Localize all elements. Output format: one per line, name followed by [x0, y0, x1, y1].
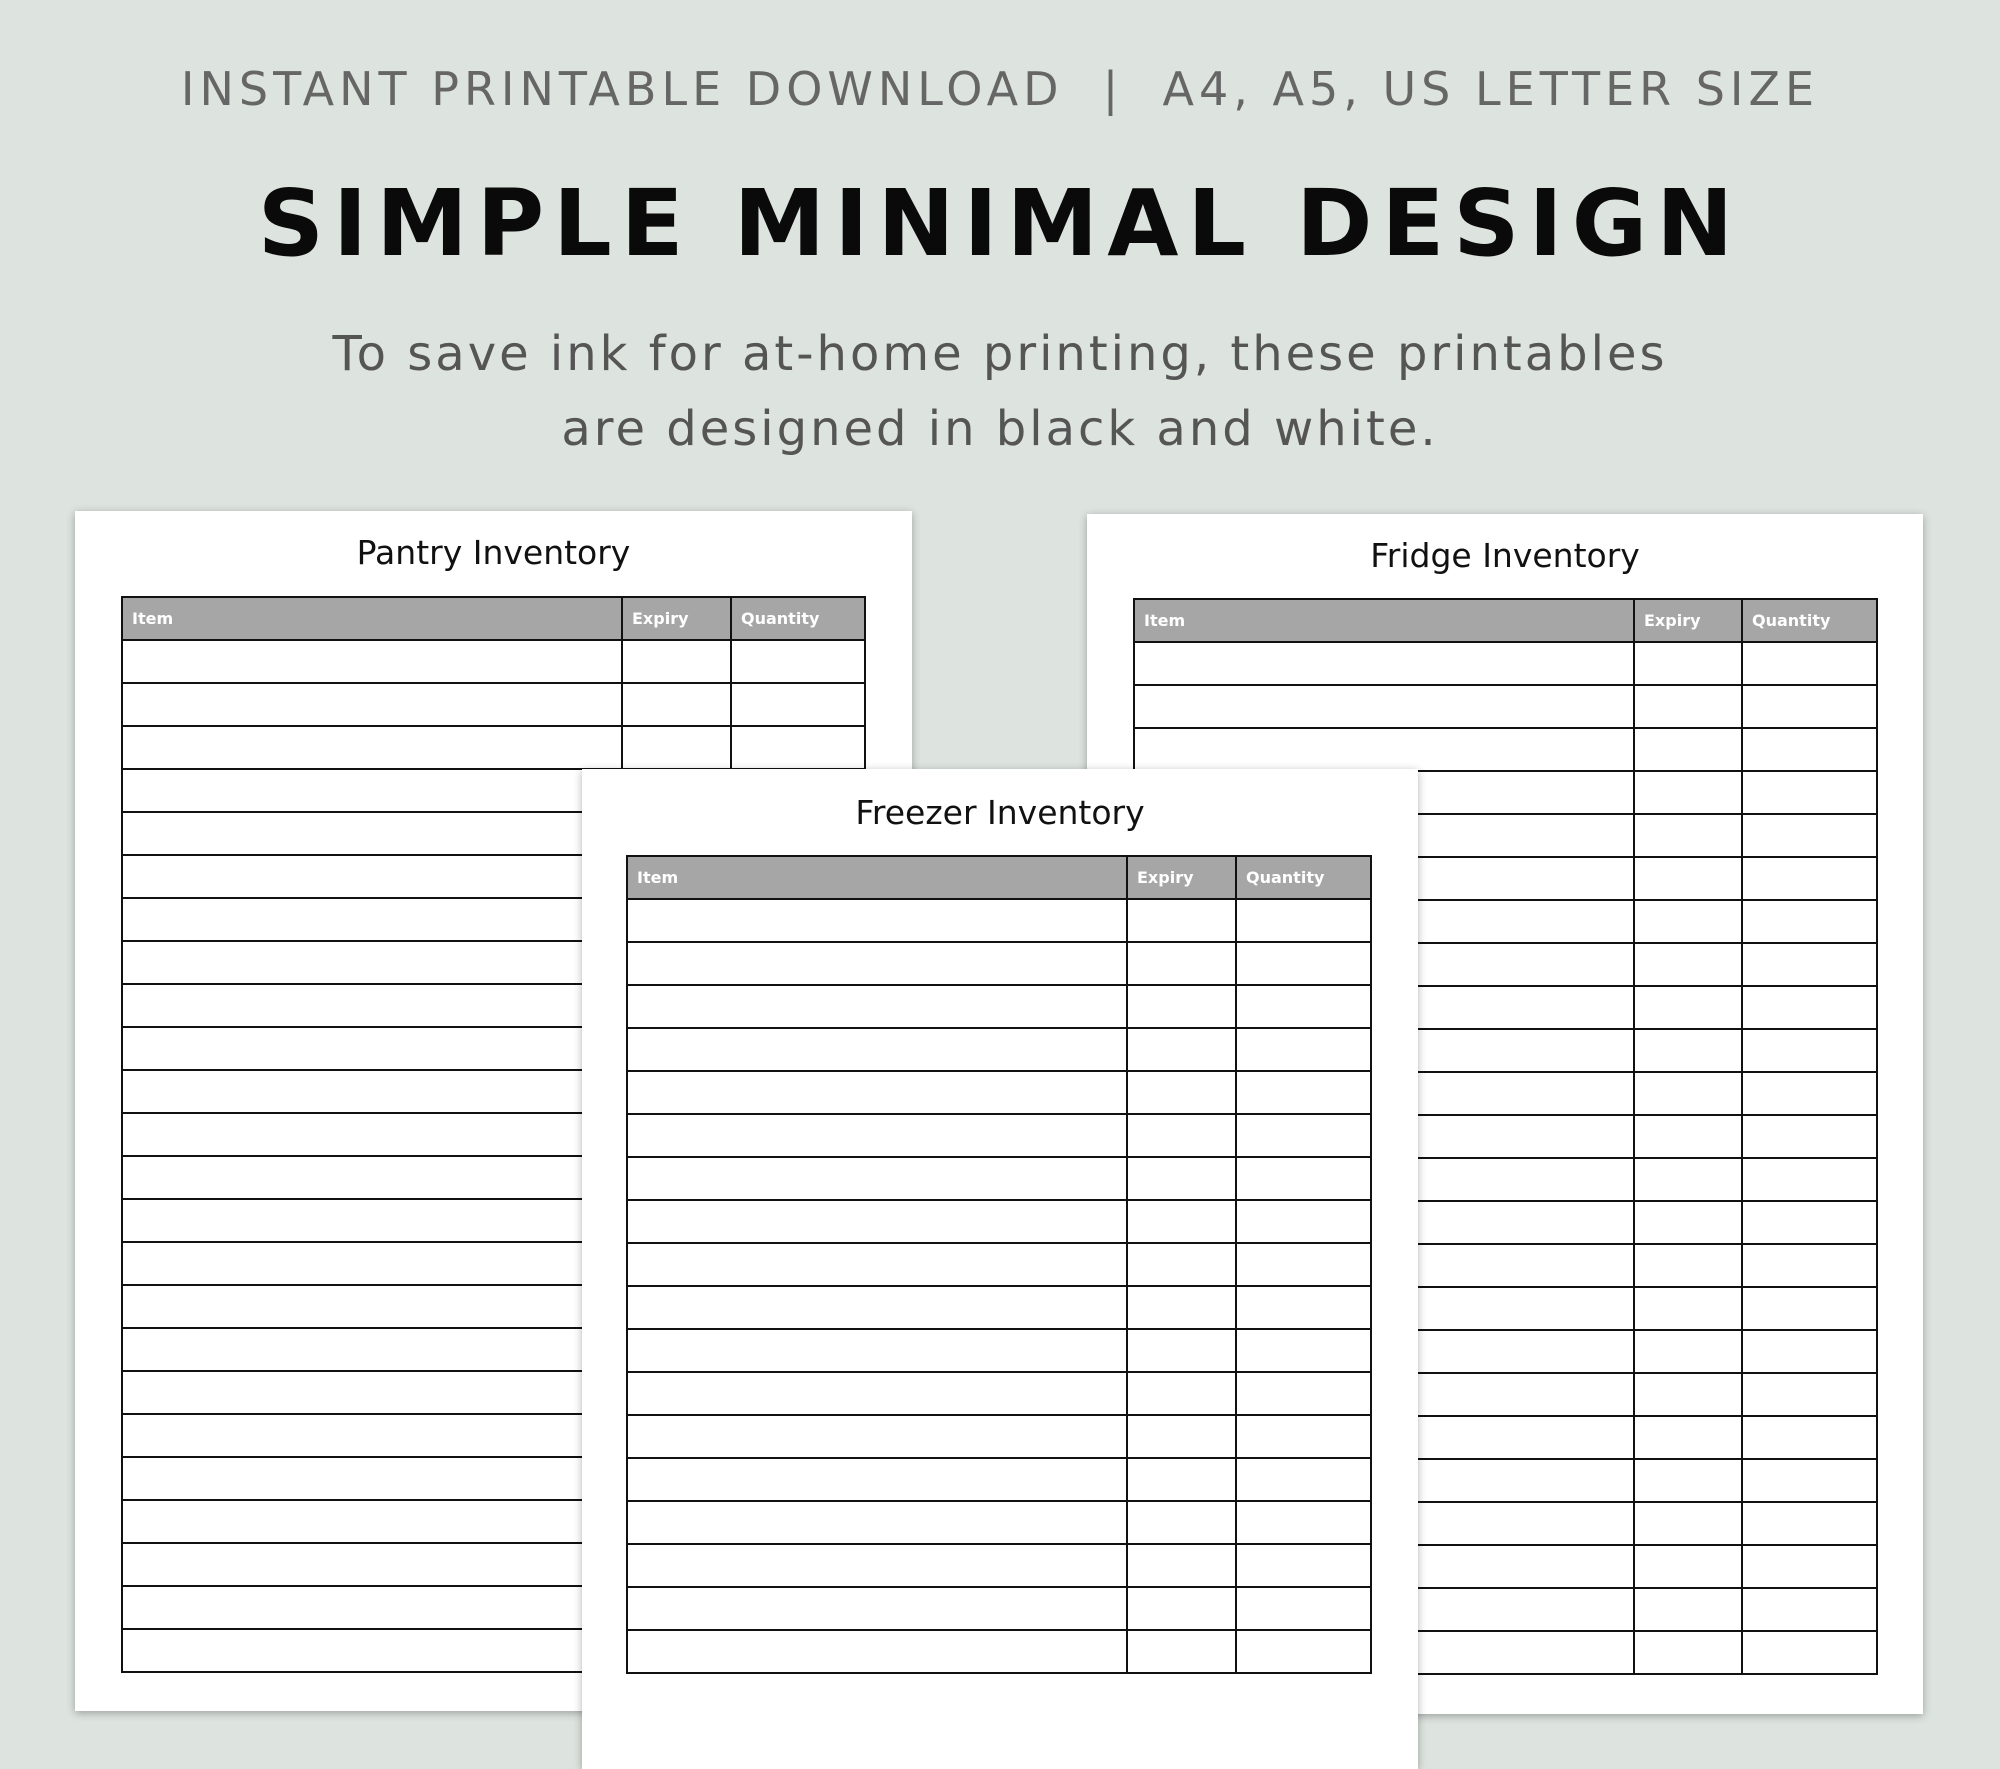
- freezer-page: [582, 769, 1418, 1769]
- table-row: [627, 1630, 1371, 1673]
- expiry-cell: [1127, 1071, 1236, 1114]
- item-cell: [627, 1157, 1127, 1200]
- item-cell: [122, 1242, 622, 1285]
- quantity-cell: [1742, 900, 1877, 943]
- quantity-cell: [1742, 1502, 1877, 1545]
- item-cell: [122, 1457, 622, 1500]
- expiry-cell: [1127, 1200, 1236, 1243]
- item-cell: [627, 1630, 1127, 1673]
- item-cell: [627, 1286, 1127, 1329]
- item-cell: [627, 1587, 1127, 1630]
- expiry-cell: [1127, 1458, 1236, 1501]
- expiry-cell: [1127, 1587, 1236, 1630]
- item-cell: [627, 1243, 1127, 1286]
- table-row: [627, 1071, 1371, 1114]
- item-cell: [627, 1458, 1127, 1501]
- quantity-cell: [1236, 899, 1371, 942]
- quantity-cell: [1742, 1072, 1877, 1115]
- quantity-cell: [1742, 986, 1877, 1029]
- expiry-cell: [1127, 1372, 1236, 1415]
- table-row: [627, 1415, 1371, 1458]
- item-cell: [122, 855, 622, 898]
- expiry-cell: [1634, 1459, 1742, 1502]
- expiry-cell: [1634, 1201, 1742, 1244]
- quantity-cell: [1236, 985, 1371, 1028]
- quantity-cell: [1742, 1287, 1877, 1330]
- table-row: [122, 683, 865, 726]
- expiry-cell: [1634, 814, 1742, 857]
- item-cell: [122, 1156, 622, 1199]
- table-row: [122, 726, 865, 769]
- table-row: [627, 1329, 1371, 1372]
- expiry-cell: [1127, 1544, 1236, 1587]
- item-cell: [122, 1027, 622, 1070]
- item-cell: [122, 812, 622, 855]
- expiry-cell: [1634, 1502, 1742, 1545]
- item-cell: [122, 683, 622, 726]
- column-header-quantity: Quantity: [731, 597, 865, 640]
- table-row: [1134, 685, 1877, 728]
- page-title: Pantry Inventory: [356, 533, 631, 572]
- table-row: [627, 1243, 1371, 1286]
- page-title: Fridge Inventory: [1370, 536, 1640, 575]
- expiry-cell: [1634, 1416, 1742, 1459]
- expiry-cell: [1127, 1114, 1236, 1157]
- item-cell: [122, 1199, 622, 1242]
- quantity-cell: [1236, 1501, 1371, 1544]
- quantity-cell: [1236, 1071, 1371, 1114]
- expiry-cell: [1127, 1329, 1236, 1372]
- expiry-cell: [1127, 1286, 1236, 1329]
- item-cell: [627, 1028, 1127, 1071]
- item-cell: [122, 1629, 622, 1672]
- quantity-cell: [1236, 1114, 1371, 1157]
- table-row: [122, 640, 865, 683]
- expiry-cell: [1127, 1028, 1236, 1071]
- quantity-cell: [1236, 1587, 1371, 1630]
- table-row: [627, 985, 1371, 1028]
- item-cell: [627, 942, 1127, 985]
- expiry-cell: [622, 726, 731, 769]
- quantity-cell: [1236, 1415, 1371, 1458]
- expiry-cell: [1127, 942, 1236, 985]
- expiry-cell: [1634, 1029, 1742, 1072]
- item-cell: [627, 1200, 1127, 1243]
- expiry-cell: [1634, 728, 1742, 771]
- item-cell: [122, 1371, 622, 1414]
- table-row: [627, 1286, 1371, 1329]
- item-cell: [122, 984, 622, 1027]
- item-cell: [627, 985, 1127, 1028]
- quantity-cell: [1742, 728, 1877, 771]
- column-header-quantity: Quantity: [1236, 856, 1371, 899]
- expiry-cell: [1634, 1373, 1742, 1416]
- expiry-cell: [1634, 1287, 1742, 1330]
- quantity-cell: [1742, 685, 1877, 728]
- quantity-cell: [1742, 1330, 1877, 1373]
- quantity-cell: [1236, 1372, 1371, 1415]
- quantity-cell: [731, 640, 865, 683]
- quantity-cell: [731, 726, 865, 769]
- quantity-cell: [1236, 1243, 1371, 1286]
- item-cell: [122, 1414, 622, 1457]
- item-cell: [627, 1329, 1127, 1372]
- headline: SIMPLE MINIMAL DESIGN: [257, 170, 1743, 277]
- quantity-cell: [1742, 1459, 1877, 1502]
- table-row: [1134, 642, 1877, 685]
- item-cell: [627, 1071, 1127, 1114]
- quantity-cell: [1742, 1373, 1877, 1416]
- table-row: [627, 1587, 1371, 1630]
- column-header-item: Item: [627, 856, 1127, 899]
- quantity-cell: [1742, 857, 1877, 900]
- quantity-cell: [1742, 1244, 1877, 1287]
- column-header-item: Item: [1134, 599, 1634, 642]
- item-cell: [627, 1372, 1127, 1415]
- table-row: [627, 1157, 1371, 1200]
- item-cell: [1134, 642, 1634, 685]
- format-banner: INSTANT PRINTABLE DOWNLOAD | A4, A5, US LETTER SIZE: [180, 62, 1820, 116]
- quantity-cell: [731, 683, 865, 726]
- quantity-cell: [1742, 1416, 1877, 1459]
- item-cell: [627, 1501, 1127, 1544]
- item-cell: [122, 1285, 622, 1328]
- page-title: Freezer Inventory: [855, 793, 1145, 832]
- quantity-cell: [1742, 1029, 1877, 1072]
- quantity-cell: [1742, 1588, 1877, 1631]
- table-row: [627, 1114, 1371, 1157]
- table-row: [627, 1372, 1371, 1415]
- item-cell: [122, 1586, 622, 1629]
- expiry-cell: [1634, 1244, 1742, 1287]
- expiry-cell: [1127, 1157, 1236, 1200]
- column-header-expiry: Expiry: [1634, 599, 1742, 642]
- expiry-cell: [1634, 771, 1742, 814]
- quantity-cell: [1236, 1200, 1371, 1243]
- item-cell: [122, 898, 622, 941]
- expiry-cell: [1634, 642, 1742, 685]
- quantity-cell: [1742, 1115, 1877, 1158]
- column-header-quantity: Quantity: [1742, 599, 1877, 642]
- quantity-cell: [1742, 814, 1877, 857]
- expiry-cell: [622, 683, 731, 726]
- item-cell: [627, 899, 1127, 942]
- expiry-cell: [1634, 685, 1742, 728]
- item-cell: [122, 1328, 622, 1371]
- expiry-cell: [1634, 1072, 1742, 1115]
- item-cell: [122, 1113, 622, 1156]
- quantity-cell: [1236, 1157, 1371, 1200]
- expiry-cell: [1127, 1415, 1236, 1458]
- expiry-cell: [1634, 900, 1742, 943]
- table-row: [627, 1200, 1371, 1243]
- quantity-cell: [1742, 1631, 1877, 1674]
- expiry-cell: [1127, 1630, 1236, 1673]
- item-cell: [122, 769, 622, 812]
- column-header-item: Item: [122, 597, 622, 640]
- column-header-expiry: Expiry: [622, 597, 731, 640]
- expiry-cell: [1634, 986, 1742, 1029]
- quantity-cell: [1236, 1028, 1371, 1071]
- quantity-cell: [1742, 1201, 1877, 1244]
- expiry-cell: [1634, 1631, 1742, 1674]
- table-row: [1134, 728, 1877, 771]
- table-row: [627, 942, 1371, 985]
- quantity-cell: [1236, 1329, 1371, 1372]
- item-cell: [122, 1070, 622, 1113]
- expiry-cell: [1127, 1243, 1236, 1286]
- item-cell: [122, 726, 622, 769]
- item-cell: [1134, 685, 1634, 728]
- expiry-cell: [1634, 1588, 1742, 1631]
- subtitle-line-1: To save ink for at-home printing, these printables: [332, 326, 1668, 382]
- table-row: [627, 899, 1371, 942]
- quantity-cell: [1742, 1158, 1877, 1201]
- column-header-expiry: Expiry: [1127, 856, 1236, 899]
- expiry-cell: [1634, 943, 1742, 986]
- item-cell: [122, 1543, 622, 1586]
- expiry-cell: [1634, 857, 1742, 900]
- expiry-cell: [1634, 1545, 1742, 1588]
- quantity-cell: [1236, 942, 1371, 985]
- table-row: [627, 1501, 1371, 1544]
- item-cell: [122, 941, 622, 984]
- item-cell: [1134, 728, 1634, 771]
- expiry-cell: [1634, 1158, 1742, 1201]
- expiry-cell: [1634, 1330, 1742, 1373]
- table-row: [627, 1028, 1371, 1071]
- quantity-cell: [1236, 1630, 1371, 1673]
- expiry-cell: [1127, 899, 1236, 942]
- quantity-cell: [1236, 1286, 1371, 1329]
- expiry-cell: [622, 640, 731, 683]
- quantity-cell: [1742, 1545, 1877, 1588]
- item-cell: [627, 1544, 1127, 1587]
- expiry-cell: [1634, 1115, 1742, 1158]
- item-cell: [122, 640, 622, 683]
- table-row: [627, 1544, 1371, 1587]
- item-cell: [627, 1114, 1127, 1157]
- quantity-cell: [1236, 1544, 1371, 1587]
- quantity-cell: [1742, 943, 1877, 986]
- expiry-cell: [1127, 985, 1236, 1028]
- quantity-cell: [1742, 771, 1877, 814]
- item-cell: [627, 1415, 1127, 1458]
- table-row: [627, 1458, 1371, 1501]
- inventory-table: [626, 855, 1372, 1674]
- subtitle-line-2: are designed in black and white.: [561, 401, 1439, 457]
- quantity-cell: [1236, 1458, 1371, 1501]
- quantity-cell: [1742, 642, 1877, 685]
- expiry-cell: [1127, 1501, 1236, 1544]
- item-cell: [122, 1500, 622, 1543]
